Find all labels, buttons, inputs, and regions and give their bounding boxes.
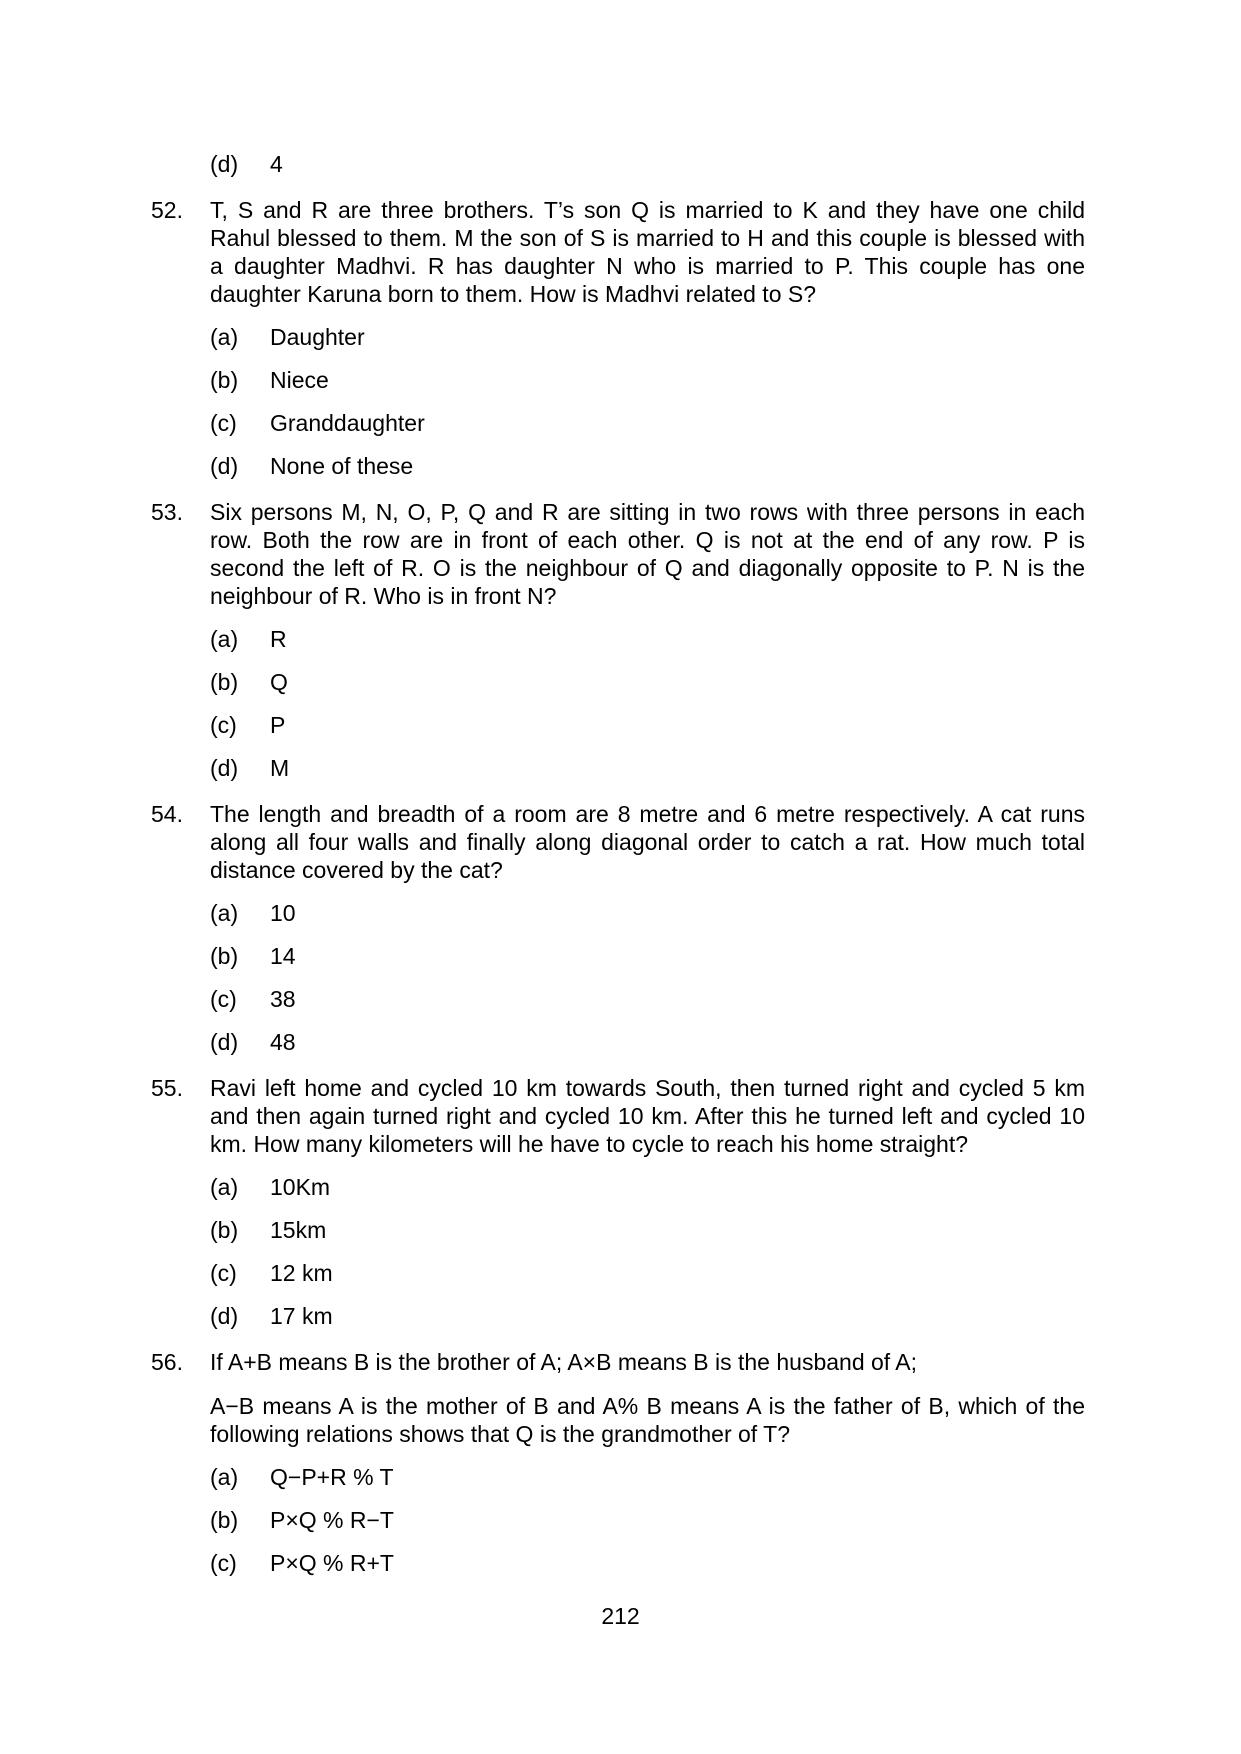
option-value: P×Q % R+T — [270, 1550, 394, 1576]
option-row — [210, 150, 1085, 178]
page-number: 212 — [601, 1603, 640, 1629]
option-label: (c) — [210, 712, 237, 738]
option-value: 10 — [270, 900, 296, 926]
question-54 — [151, 800, 1085, 1056]
option-value: Daughter — [270, 324, 365, 350]
option-row — [210, 1302, 1085, 1330]
option-label: (b) — [210, 669, 239, 695]
option-row — [210, 1028, 1085, 1056]
option-label: (b) — [210, 943, 239, 969]
option-value: P — [270, 712, 286, 738]
option-row — [210, 1506, 1085, 1534]
orphan-option-block — [151, 150, 1085, 178]
question-number: 56. — [151, 1349, 183, 1375]
option-label: (a) — [210, 1174, 239, 1200]
option-row — [210, 1173, 1085, 1201]
question-text: The length and breadth of a room are 8 metre and 6 metre respectively. A cat runs along all four walls and finally along diagonal order to catch a rat. How much total distance covered by the cat? — [210, 801, 1085, 883]
option-row — [210, 985, 1085, 1013]
option-row — [210, 754, 1085, 782]
question-53 — [151, 498, 1085, 782]
question-56 — [151, 1348, 1085, 1577]
option-label: (d) — [210, 453, 239, 479]
option-value: 48 — [270, 1029, 296, 1055]
option-value: 10Km — [270, 1174, 331, 1200]
option-value: 38 — [270, 986, 296, 1012]
option-label: (a) — [210, 324, 239, 350]
question-number: 55. — [151, 1075, 183, 1101]
option-label: (d) — [210, 755, 239, 781]
option-label: (c) — [210, 1260, 237, 1286]
question-text: If A+B means B is the brother of A; A×B means B is the husband of A; — [210, 1349, 918, 1375]
option-value: R — [270, 626, 287, 652]
option-value: Niece — [270, 367, 329, 393]
option-value: 17 km — [270, 1303, 333, 1329]
option-label: (d) — [210, 151, 239, 177]
option-label: (d) — [210, 1029, 239, 1055]
option-value: 12 km — [270, 1260, 333, 1286]
option-value: Granddaughter — [270, 410, 425, 436]
option-row — [210, 942, 1085, 970]
question-number: 52. — [151, 197, 183, 223]
option-value: 14 — [270, 943, 296, 969]
question-number — [151, 150, 210, 178]
question-text: T, S and R are three brothers. T’s son Q is married to K and they have one child Rahul blessed to them. M the son of S is married to H and this couple is blessed with a daughter Madhvi. R has daughter N who is married to P. This couple has one daughter Karuna born to them. How is Madhvi related to S? — [210, 197, 1085, 307]
option-value: None of these — [270, 453, 414, 479]
question-text: Six persons M, N, O, P, Q and R are sitting in two rows with three persons in each row. Both the row are in front of each other. Q is not at the end of any row. P is second the left of R. O is the neighbour of Q and diagonally opposite to P. N is the neighbour of R. Who is in front N? — [210, 499, 1085, 609]
option-row — [210, 323, 1085, 351]
option-label: (b) — [210, 367, 239, 393]
option-row — [210, 1463, 1085, 1491]
option-label: (b) — [210, 1507, 239, 1533]
option-value: 4 — [270, 151, 283, 177]
option-row — [210, 1216, 1085, 1244]
option-value: Q−P+R % T — [270, 1464, 394, 1490]
option-row — [210, 625, 1085, 653]
option-row — [210, 452, 1085, 480]
option-label: (c) — [210, 986, 237, 1012]
option-value: 15km — [270, 1217, 327, 1243]
option-row — [210, 899, 1085, 927]
question-text: Ravi left home and cycled 10 km towards South, then turned right and cycled 5 km and then again turned right and cycled 10 km. After this he turned left and cycled 10 km. How many kilometers will he have to cycle to reach his home straight? — [210, 1075, 1085, 1157]
option-value: M — [270, 755, 290, 781]
question-number: 54. — [151, 801, 183, 827]
option-label: (a) — [210, 626, 239, 652]
option-row — [210, 711, 1085, 739]
question-55 — [151, 1074, 1085, 1330]
exam-page-content — [151, 150, 1085, 1577]
option-label: (a) — [210, 900, 239, 926]
option-row — [210, 1549, 1085, 1577]
option-label: (a) — [210, 1464, 239, 1490]
question-52 — [151, 196, 1085, 480]
option-label: (b) — [210, 1217, 239, 1243]
option-label: (c) — [210, 410, 237, 436]
option-value: Q — [270, 669, 288, 695]
question-text-continued: A−B means A is the mother of B and A% B means A is the father of B, which of the following relations shows that Q is the grandmother of T? — [210, 1393, 1085, 1447]
option-row — [210, 366, 1085, 394]
option-value: P×Q % R−T — [270, 1507, 394, 1533]
option-row — [210, 668, 1085, 696]
option-label: (c) — [210, 1550, 237, 1576]
option-row — [210, 1259, 1085, 1287]
option-label: (d) — [210, 1303, 239, 1329]
option-row — [210, 409, 1085, 437]
question-number: 53. — [151, 499, 183, 525]
